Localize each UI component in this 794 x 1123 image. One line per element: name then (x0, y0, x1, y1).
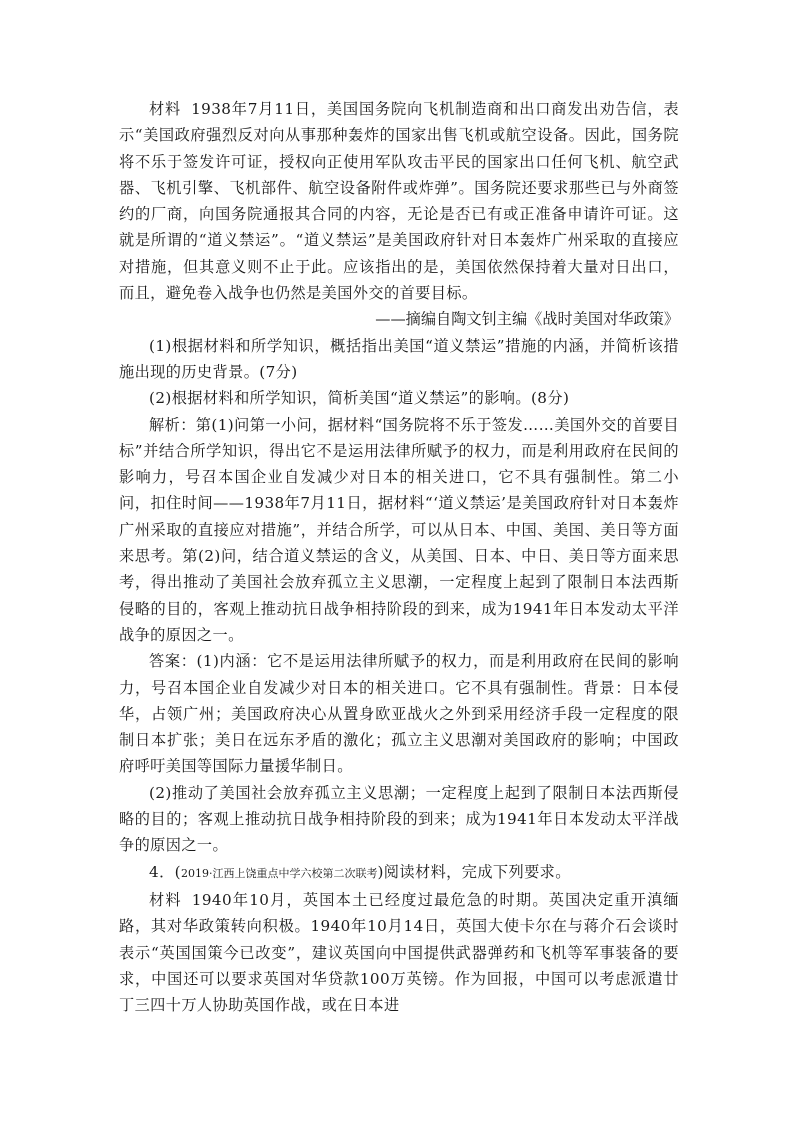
question-4-heading (119, 859, 679, 887)
question-4-suffix: )阅读材料，完成下列要求。 (377, 862, 571, 881)
material-1-paragraph (119, 96, 679, 306)
material-2-label: 材料 (149, 890, 182, 909)
material-2-paragraph (119, 887, 679, 1018)
question-4-source: 2019·江西上饶重点中学六校第二次联考 (180, 866, 378, 880)
material-1-text: 1938年7月11日，美国国务院向飞机制造商和出口商发出劝告信，表示“美国政府强烈反对向从事那种轰炸的国家出售飞机或航空设备。因此，国务院将不乐于签发许可证，授权向正使用军队攻击平民的国家出口任何飞机、航空武器、飞机引擎、飞机部件、航空设备附件或炸弹”。国务院还要求那些已与外商签约的厂商，向国务院通报其合同的内容，无论是否已有或正准备申请许可证。这就是所谓的“道义禁运”。“道义禁运”是美国政府针对日本轰炸广州采取的直接应对措施，但其意义则不止于此。应该指出的是，美国依然保持着大量对日出口，而且，避免卷入战争也仍然是美国外交的首要目标。 (119, 100, 679, 303)
question-2: (2)根据材料和所学知识，简析美国“道义禁运”的影响。(8分) (149, 389, 570, 408)
question-4-prefix: 4．( (149, 862, 181, 881)
analysis-paragraph: 解析：第(1)问第一小问，据材料“国务院将不乐于签发……美国外交的首要目标”并结合所学知识，得出它不是运用法律所赋予的权力，而是利用政府在民间的影响力，号召本国企业自发减少对日本的相关进口，它不具有强制性。第二小问，扣住时间——1938年7月11日，据材料“‘道义禁运’是美国政府针对日本轰炸广州采取的直接应对措施”，并结合所学，可以从日本、中国、美国、美日等方面来思考。第(2)问，结合道义禁运的含义，从美国、日本、中日、美日等方面来思考，得出推动了美国社会放弃孤立主义思潮，一定程度上起到了限制日本法西斯侵略的目的，客观上推动抗日战争相持阶段的到来，成为1941年日本发动太平洋战争的原因之一。 (119, 415, 679, 644)
document-page (119, 96, 679, 1018)
material-2-text: 1940年10月，英国本土已经度过最危急的时期。英国决定重开滇缅路，其对华政策转向积极。1940年10月14日，英国大使卡尔在与蒋介石会谈时表示“英国国策今已改变”，建议英国向中国提供武器弹药和飞机等军事装备的要求，中国还可以要求英国对华贷款100万英镑。作为回报，中国可以考虑派遣廿丁三四十万人协助英国作战，或在日本进 (119, 890, 679, 1015)
material-1-source: ——摘编自陶文钊主编《战时美国对华政策》 (375, 310, 679, 329)
question-1: (1)根据材料和所学知识，概括指出美国“道义禁运”措施的内涵，并简析该措施出现的历史背景。(7分) (119, 336, 679, 381)
material-1-label: 材料 (149, 100, 182, 118)
answer-1: 答案：(1)内涵：它不是运用法律所赋予的权力，而是利用政府在民间的影响力，号召本国企业自发减少对日本的相关进口。它不具有强制性。背景：日本侵华，占领广州；美国政府决心从置身欧亚战火之外到采用经济手段一定程度的限制日本扩张；美日在远东矛盾的激化；孤立主义思潮对美国政府的影响；中国政府呼吁美国等国际力量援华制日。 (119, 652, 679, 776)
answer-2: (2)推动了美国社会放弃孤立主义思潮；一定程度上起到了限制日本法西斯侵略的目的；客观上推动抗日战争相持阶段的到来；成为1941年日本发动太平洋战争的原因之一。 (119, 783, 679, 855)
